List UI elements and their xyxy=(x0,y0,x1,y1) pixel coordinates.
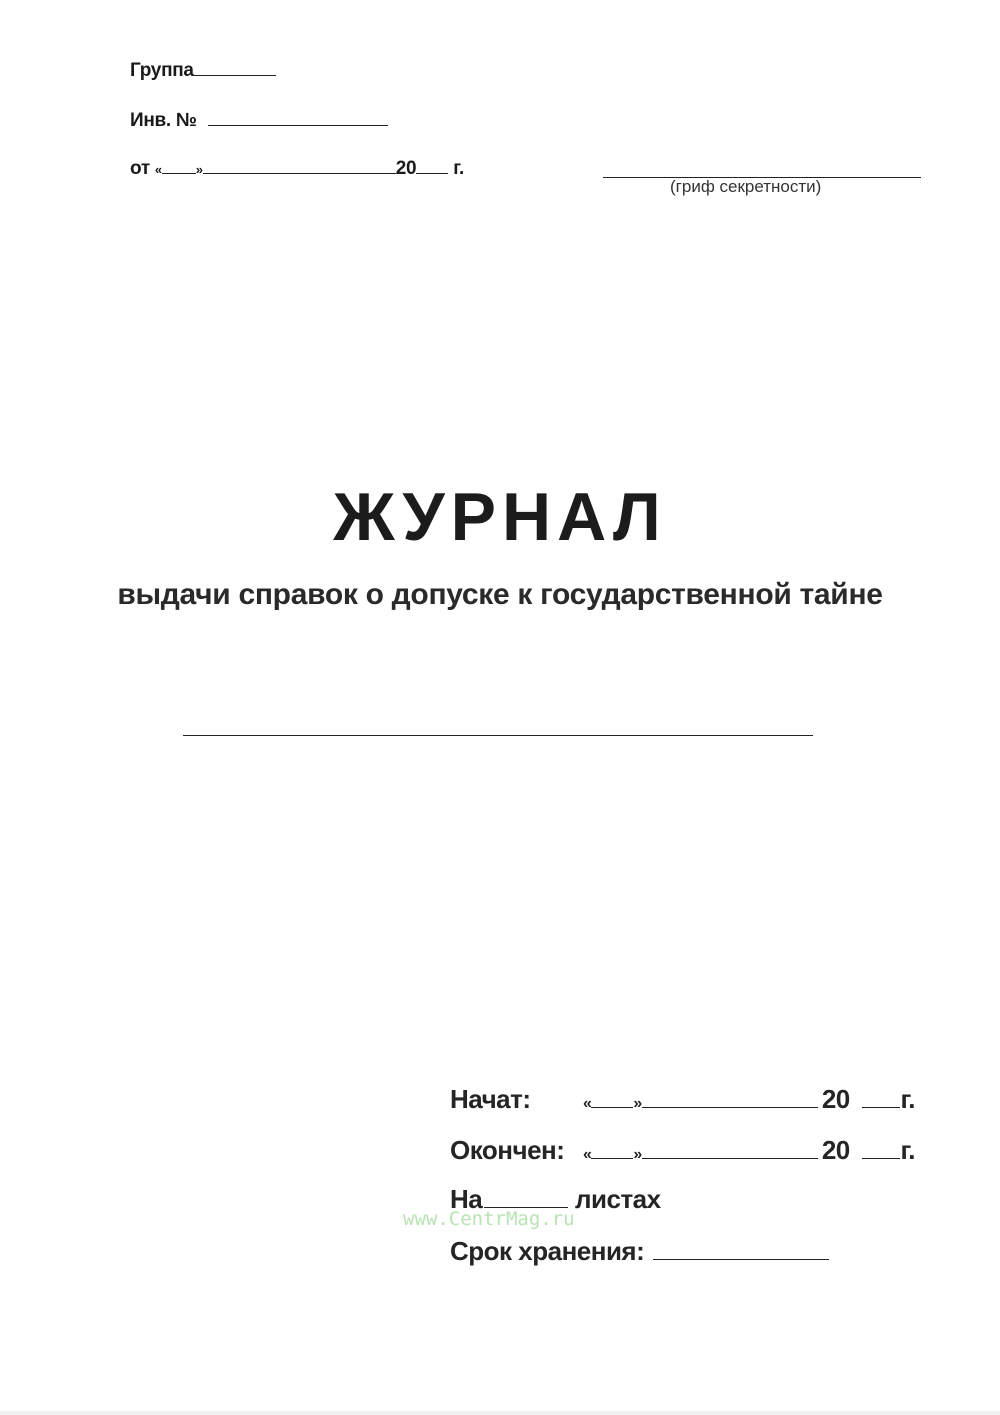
ended-month-blank xyxy=(642,1157,818,1159)
group-blank-line xyxy=(194,74,276,76)
secrecy-stamp-caption: (гриф секретности) xyxy=(670,177,822,196)
group-label: Группа xyxy=(130,60,194,81)
date-year-suffix: г. xyxy=(453,158,464,179)
started-quote-open: « xyxy=(583,1095,592,1112)
date-from-label: от xyxy=(130,158,150,179)
started-year-prefix: 20 xyxy=(821,1084,850,1114)
date-year-prefix: 20 xyxy=(395,158,417,179)
started-day-blank xyxy=(591,1106,633,1108)
inventory-label: Инв. № xyxy=(130,110,197,131)
ended-year-suffix: г. xyxy=(900,1135,915,1165)
date-month-blank xyxy=(203,172,396,174)
sheets-label: листах xyxy=(574,1184,661,1214)
date-quote-open: « xyxy=(154,162,162,177)
inventory-number-field xyxy=(130,110,388,132)
ended-date-field xyxy=(583,1135,915,1166)
storage-period-blank xyxy=(653,1258,829,1260)
ended-year-blank xyxy=(862,1157,900,1159)
started-date-field xyxy=(583,1084,915,1115)
started-month-blank xyxy=(642,1106,818,1108)
date-field xyxy=(130,158,464,180)
journal-title: ЖУРНАЛ xyxy=(333,479,667,555)
storage-period-field xyxy=(450,1236,829,1267)
sheets-on-label: На xyxy=(450,1184,483,1214)
inventory-blank-line xyxy=(208,124,388,126)
started-label: Начат: xyxy=(450,1084,531,1114)
storage-period-label: Срок хранения: xyxy=(450,1236,645,1266)
page-bottom-edge xyxy=(0,1411,1000,1415)
started-year-suffix: г. xyxy=(900,1084,915,1114)
journal-subtitle: выдачи справок о допуске к государственной тайне xyxy=(117,578,883,611)
ended-label: Окончен: xyxy=(450,1135,565,1165)
ended-year-prefix: 20 xyxy=(821,1135,850,1165)
date-year-blank xyxy=(416,172,448,174)
site-watermark: www.CentrMag.ru xyxy=(403,1208,575,1230)
group-field xyxy=(130,60,276,82)
ended-quote-open: « xyxy=(583,1146,592,1163)
started-year-blank xyxy=(862,1106,900,1108)
ended-day-blank xyxy=(591,1157,633,1159)
date-day-blank xyxy=(162,172,196,174)
organization-blank-line xyxy=(183,735,813,736)
date-quote-close: » xyxy=(195,162,203,177)
started-quote-close: » xyxy=(633,1095,642,1112)
ended-quote-close: » xyxy=(633,1146,642,1163)
